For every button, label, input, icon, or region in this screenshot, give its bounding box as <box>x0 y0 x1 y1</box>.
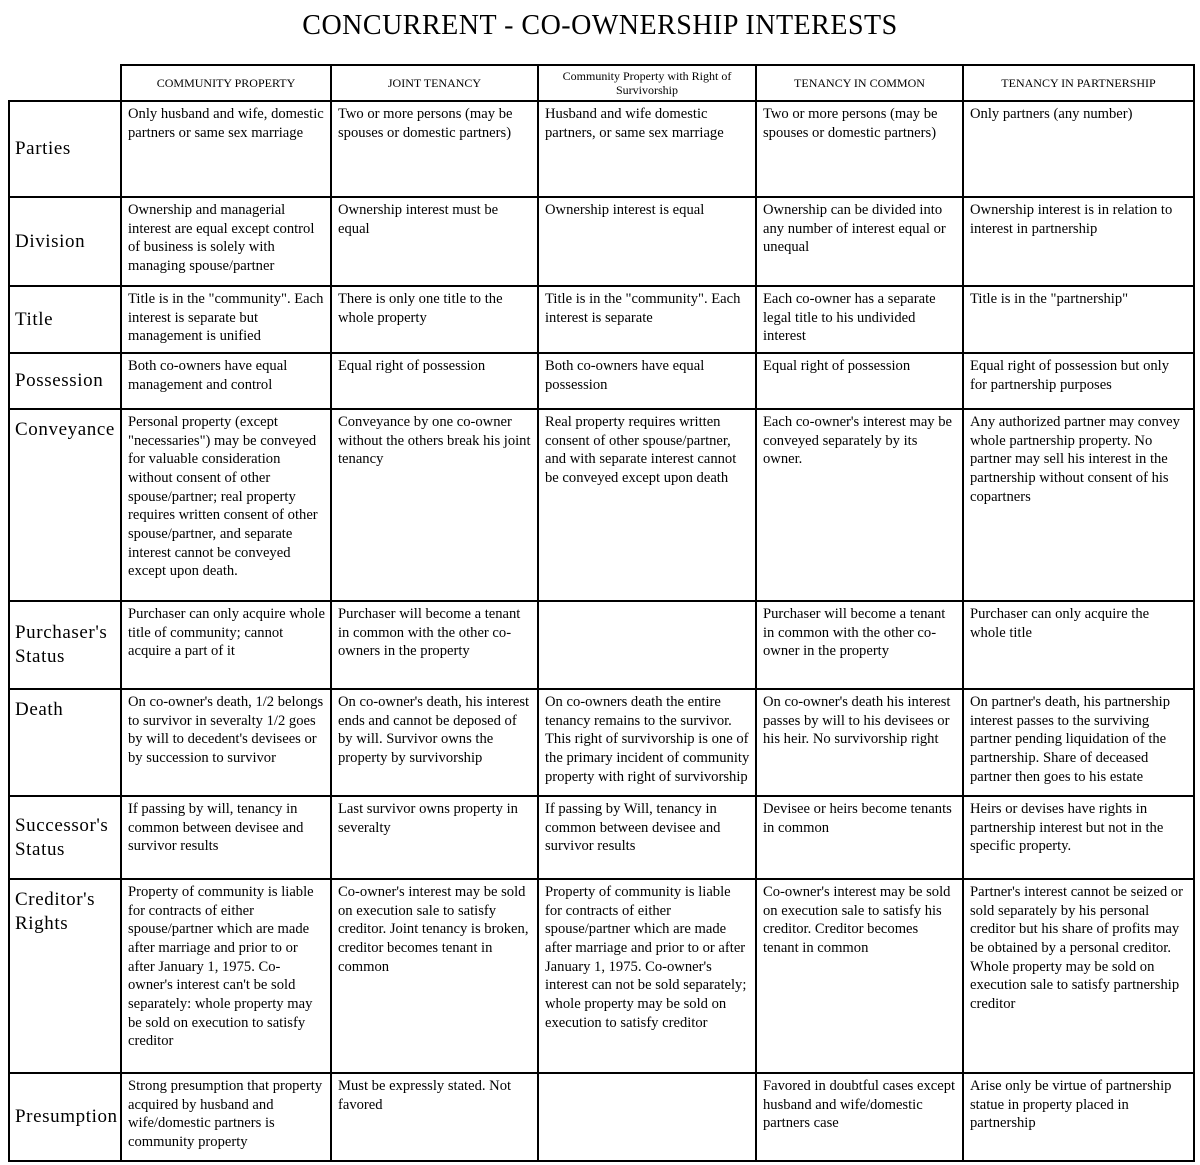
table-row-purchasers-status <box>9 601 1194 689</box>
table-cell: Last survivor owns property in severalty <box>331 796 538 879</box>
row-label: Successor's Status <box>9 796 121 879</box>
row-label: Parties <box>9 101 121 197</box>
table-cell: Property of community is liable for contracts of either spouse/partner which are made after marriage and prior to or after January 1, 1975. Co-owner's interest can not be sold separately; whole property may be sold on execution to satisfy creditor <box>538 879 756 1073</box>
table-row-creditors-rights <box>9 879 1194 1073</box>
table-cell: Title is in the "community". Each interest is separate but management is unified <box>121 286 331 353</box>
table-cell: Any authorized partner may convey whole partnership property. No partner may sell his interest in the partnership without consent of his copartners <box>963 409 1194 601</box>
table-cell: Husband and wife domestic partners, or same sex marriage <box>538 101 756 197</box>
row-label: Title <box>9 286 121 353</box>
table-row-division <box>9 197 1194 286</box>
table-cell: Real property requires written consent of other spouse/partner, and with separate interest cannot be conveyed except upon death <box>538 409 756 601</box>
row-label: Division <box>9 197 121 286</box>
table-cell: Purchaser will become a tenant in common with the other co-owner in the property <box>756 601 963 689</box>
table-cell: Equal right of possession <box>331 353 538 409</box>
column-header-tenancy-in-partnership: TENANCY IN PARTNERSHIP <box>963 65 1194 101</box>
table-cell: Strong presumption that property acquired by husband and wife/domestic partners is community property <box>121 1073 331 1161</box>
table-row-title <box>9 286 1194 353</box>
table-cell: Equal right of possession <box>756 353 963 409</box>
table-cell: On co-owner's death, his interest ends and cannot be deposed of by will. Survivor owns the property by survivorship <box>331 689 538 796</box>
table-cell: Equal right of possession but only for partnership purposes <box>963 353 1194 409</box>
table-cell: Two or more persons (may be spouses or domestic partners) <box>331 101 538 197</box>
header-row <box>9 65 1194 101</box>
column-header-community-property-survivorship: Community Property with Right of Survivorship <box>538 65 756 101</box>
table-row-successors-status <box>9 796 1194 879</box>
table-cell: Partner's interest cannot be seized or sold separately by his personal creditor but his share of profits may be obtained by a personal creditor. Whole property may be sold on execution sale to satisfy partnership creditor <box>963 879 1194 1073</box>
table-cell: Both co-owners have equal possession <box>538 353 756 409</box>
table-cell: Both co-owners have equal management and control <box>121 353 331 409</box>
table-cell: On co-owner's death his interest passes by will to his devisees or his heir. No survivorship right <box>756 689 963 796</box>
table-cell: Co-owner's interest may be sold on execution sale to satisfy creditor. Joint tenancy is broken, creditor becomes tenant in common <box>331 879 538 1073</box>
table-cell: Ownership and managerial interest are equal except control of business is solely with managing spouse/partner <box>121 197 331 286</box>
table-cell: Two or more persons (may be spouses or domestic partners) <box>756 101 963 197</box>
table-cell: There is only one title to the whole property <box>331 286 538 353</box>
table-cell: Ownership interest must be equal <box>331 197 538 286</box>
table-cell: Property of community is liable for contracts of either spouse/partner which are made after marriage and prior to or after January 1, 1975. Co-owner's interest can't be sold separately: whole property may be sold on execution to satisfy creditor <box>121 879 331 1073</box>
table-cell: Purchaser will become a tenant in common with the other co-owners in the property <box>331 601 538 689</box>
table-cell: Only partners (any number) <box>963 101 1194 197</box>
table-cell: Arise only be virtue of partnership statue in property placed in partnership <box>963 1073 1194 1161</box>
table-cell: Ownership can be divided into any number of interest equal or unequal <box>756 197 963 286</box>
table-cell: Ownership interest is in relation to interest in partnership <box>963 197 1194 286</box>
table-cell: Ownership interest is equal <box>538 197 756 286</box>
row-label: Death <box>9 689 121 796</box>
table-cell: Heirs or devises have rights in partnership interest but not in the specific property. <box>963 796 1194 879</box>
table-cell: Each co-owner has a separate legal title to his undivided interest <box>756 286 963 353</box>
table-cell <box>538 1073 756 1161</box>
table-cell: Title is in the "partnership" <box>963 286 1194 353</box>
table-cell: Conveyance by one co-owner without the others break his joint tenancy <box>331 409 538 601</box>
table-cell: Favored in doubtful cases except husband and wife/domestic partners case <box>756 1073 963 1161</box>
table-cell <box>538 601 756 689</box>
table-cell: Each co-owner's interest may be conveyed separately by its owner. <box>756 409 963 601</box>
row-label: Presumption <box>9 1073 121 1161</box>
column-header-community-property: COMMUNITY PROPERTY <box>121 65 331 101</box>
row-label: Conveyance <box>9 409 121 601</box>
table-cell: If passing by Will, tenancy in common between devisee and survivor results <box>538 796 756 879</box>
table-cell: Purchaser can only acquire the whole title <box>963 601 1194 689</box>
table-cell: Must be expressly stated. Not favored <box>331 1073 538 1161</box>
row-label: Purchaser's Status <box>9 601 121 689</box>
table-row-presumption <box>9 1073 1194 1161</box>
table-cell: Personal property (except "necessaries") may be conveyed for valuable consideration without consent of other spouse/partner; real property requires written consent of other spouse/partner, and separate interest cannot be conveyed except upon death. <box>121 409 331 601</box>
table-cell: Title is in the "community". Each interest is separate <box>538 286 756 353</box>
table-cell: Only husband and wife, domestic partners or same sex marriage <box>121 101 331 197</box>
table-cell: If passing by will, tenancy in common between devisee and survivor results <box>121 796 331 879</box>
table-cell: Co-owner's interest may be sold on execution sale to satisfy his creditor. Creditor becomes tenant in common <box>756 879 963 1073</box>
table-cell: On partner's death, his partnership interest passes to the surviving partner pending liquidation of the partnership. Share of deceased partner then goes to his estate <box>963 689 1194 796</box>
column-header-joint-tenancy: JOINT TENANCY <box>331 65 538 101</box>
table-cell: On co-owner's death, 1/2 belongs to survivor in severalty 1/2 goes by will to decedent's devisees or by succession to survivor <box>121 689 331 796</box>
table-cell: On co-owners death the entire tenancy remains to the survivor. This right of survivorship is one of the primary incident of community property with right of survivorship <box>538 689 756 796</box>
table-row-conveyance <box>9 409 1194 601</box>
table-cell: Devisee or heirs become tenants in common <box>756 796 963 879</box>
column-header-tenancy-in-common: TENANCY IN COMMON <box>756 65 963 101</box>
corner-spacer <box>9 65 121 101</box>
table-row-death <box>9 689 1194 796</box>
row-label: Creditor's Rights <box>9 879 121 1073</box>
co-ownership-table <box>8 64 1195 1162</box>
table-row-parties <box>9 101 1194 197</box>
table-row-possession <box>9 353 1194 409</box>
table-cell: Purchaser can only acquire whole title of community; cannot acquire a part of it <box>121 601 331 689</box>
page-title: CONCURRENT - CO-OWNERSHIP INTERESTS <box>302 10 898 41</box>
row-label: Possession <box>9 353 121 409</box>
